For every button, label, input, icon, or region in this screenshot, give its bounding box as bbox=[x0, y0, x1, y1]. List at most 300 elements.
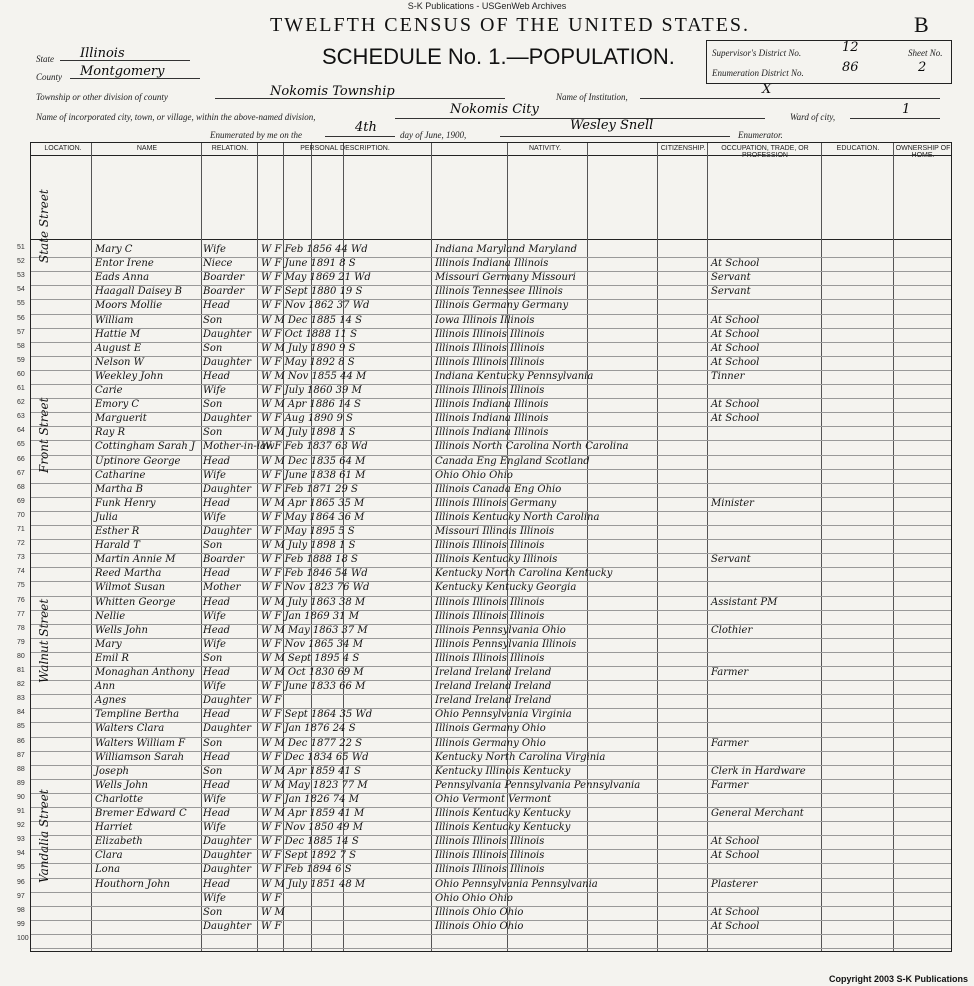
person-name: Hattie M bbox=[95, 328, 141, 340]
person-nativity: Illinois Kentucky Kentucky bbox=[435, 822, 571, 834]
person-relation: Son bbox=[203, 399, 223, 411]
census-table bbox=[17, 142, 952, 952]
person-name: Esther R bbox=[95, 526, 140, 537]
line-number: 93 bbox=[17, 836, 25, 844]
person-name: Reed Martha bbox=[95, 568, 162, 580]
person-name: August E bbox=[95, 342, 142, 354]
person-relation: Head bbox=[203, 568, 231, 580]
person-occupation: At School bbox=[711, 920, 760, 932]
schedule-title: SCHEDULE No. 1.—POPULATION. bbox=[322, 44, 675, 69]
person-name: Wells John bbox=[95, 779, 148, 791]
person-description: W M Sept 1895 4 S bbox=[261, 652, 360, 664]
person-nativity: Missouri Germany Missouri bbox=[435, 272, 576, 284]
line-number: 95 bbox=[17, 864, 25, 872]
person-description: W M Apr 1859 41 M bbox=[261, 808, 365, 819]
table-row bbox=[17, 455, 951, 469]
person-name: Harald T bbox=[95, 540, 140, 552]
table-row bbox=[17, 412, 951, 426]
person-relation: Wife bbox=[203, 511, 226, 523]
person-relation: Head bbox=[203, 624, 231, 636]
line-number: 86 bbox=[17, 737, 25, 745]
person-nativity: Illinois Illinois Illinois bbox=[435, 864, 545, 876]
person-name: Wells John bbox=[95, 624, 148, 636]
table-row bbox=[17, 539, 951, 553]
street-label: Front Street bbox=[37, 397, 51, 473]
col-group-name: NAME bbox=[136, 145, 158, 152]
table-row bbox=[17, 934, 951, 948]
person-relation: Son bbox=[203, 906, 223, 918]
person-nativity: Indiana Maryland Maryland bbox=[435, 244, 577, 255]
person-name: Entor Irene bbox=[95, 258, 154, 270]
person-occupation: Servant bbox=[711, 554, 751, 566]
table-row bbox=[17, 370, 951, 384]
col-group-personal: PERSONAL DESCRIPTION. bbox=[300, 145, 390, 152]
person-description: W M Dec 1877 22 S bbox=[261, 737, 362, 749]
person-description: W F Sept 1892 7 S bbox=[261, 850, 356, 862]
person-description: W F bbox=[261, 892, 282, 904]
person-name: Bremer Edward C bbox=[95, 808, 187, 819]
street-label: Vandalia Street bbox=[37, 789, 51, 883]
person-description: W F Jan 1876 24 S bbox=[261, 723, 356, 735]
person-occupation: At School bbox=[711, 836, 760, 848]
table-row bbox=[17, 285, 951, 299]
person-description: W F Feb 1856 44 Wd bbox=[261, 244, 368, 255]
line-number: 84 bbox=[17, 709, 25, 717]
table-row bbox=[17, 299, 951, 313]
county-value: Montgomery bbox=[80, 64, 165, 79]
person-name: Funk Henry bbox=[95, 497, 156, 509]
person-description: W F Sept 1880 19 S bbox=[261, 286, 363, 298]
person-relation: Daughter bbox=[203, 695, 251, 707]
person-name: Walters Clara bbox=[95, 723, 165, 735]
person-nativity: Illinois Illinois Illinois bbox=[435, 385, 545, 396]
sheet-label: Sheet No. bbox=[908, 48, 943, 58]
person-nativity: Illinois Germany Germany bbox=[435, 300, 569, 312]
person-name: Mary C bbox=[95, 244, 133, 255]
table-row bbox=[17, 243, 951, 257]
person-description: W F Nov 1865 34 M bbox=[261, 638, 363, 650]
line-number: 96 bbox=[17, 878, 25, 886]
person-nativity: Canada Eng England Scotland bbox=[435, 455, 590, 467]
person-description: W M bbox=[261, 906, 285, 918]
person-description: W F Nov 1823 76 Wd bbox=[261, 582, 370, 594]
line-number: 62 bbox=[17, 399, 25, 407]
col-group-location: LOCATION. bbox=[44, 145, 82, 152]
table-row bbox=[17, 398, 951, 412]
line-number: 82 bbox=[17, 681, 25, 689]
person-name: Carie bbox=[95, 385, 123, 396]
person-relation: Daughter bbox=[203, 413, 251, 425]
person-relation: Daughter bbox=[203, 864, 251, 876]
person-nativity: Illinois Illinois Illinois bbox=[435, 850, 545, 862]
person-description: W M July 1898 1 S bbox=[261, 427, 356, 439]
line-number: 87 bbox=[17, 751, 25, 759]
person-name: Harriet bbox=[95, 822, 133, 834]
line-number: 94 bbox=[17, 850, 25, 858]
line-number: 72 bbox=[17, 540, 25, 548]
col-group-ownership: OWNERSHIP OF HOME. bbox=[895, 145, 951, 159]
person-description: W M July 1851 48 M bbox=[261, 878, 366, 890]
person-nativity: Ireland Ireland Ireland bbox=[435, 667, 552, 678]
person-relation: Daughter bbox=[203, 723, 251, 735]
line-number: 69 bbox=[17, 497, 25, 505]
person-name: Wilmot Susan bbox=[95, 582, 166, 594]
person-occupation: At School bbox=[711, 328, 760, 340]
table-row bbox=[17, 525, 951, 539]
person-nativity: Ireland Ireland Ireland bbox=[435, 695, 552, 707]
line-number: 61 bbox=[17, 385, 25, 392]
institution-value: X bbox=[762, 82, 772, 97]
person-occupation: Minister bbox=[711, 497, 754, 509]
person-nativity: Illinois Ohio Ohio bbox=[435, 920, 524, 932]
table-row bbox=[17, 765, 951, 779]
line-number: 91 bbox=[17, 808, 25, 815]
person-relation: Boarder bbox=[203, 554, 245, 566]
person-nativity: Illinois Illinois Illinois bbox=[435, 652, 545, 664]
col-group-relation: RELATION. bbox=[211, 145, 249, 152]
incorporated-value: Nokomis City bbox=[450, 102, 539, 117]
person-occupation: At School bbox=[711, 342, 760, 354]
person-description: W F Feb 1837 63 Wd bbox=[261, 441, 368, 453]
table-row bbox=[17, 779, 951, 793]
line-number: 80 bbox=[17, 652, 25, 660]
person-occupation: Clothier bbox=[711, 624, 753, 636]
table-row bbox=[17, 638, 951, 652]
person-description: W M Oct 1830 69 M bbox=[261, 667, 364, 678]
person-nativity: Indiana Kentucky Pennsylvania bbox=[435, 370, 594, 382]
person-occupation: At School bbox=[711, 906, 760, 918]
person-relation: Head bbox=[203, 455, 231, 467]
street-label: Walnut Street bbox=[37, 598, 51, 683]
enumeration-value: 86 bbox=[842, 60, 859, 75]
person-occupation: Farmer bbox=[711, 737, 749, 749]
person-relation: Wife bbox=[203, 793, 226, 805]
person-relation: Head bbox=[203, 370, 231, 382]
line-number: 55 bbox=[17, 300, 25, 308]
person-nativity: Illinois Indiana Illinois bbox=[435, 399, 549, 411]
person-description: W F Nov 1862 37 Wd bbox=[261, 300, 370, 312]
person-relation: Head bbox=[203, 878, 231, 890]
person-nativity: Ireland Ireland Ireland bbox=[435, 681, 552, 693]
table-row bbox=[17, 469, 951, 483]
table-row bbox=[17, 356, 951, 370]
table-row bbox=[17, 835, 951, 849]
line-number: 79 bbox=[17, 638, 25, 646]
person-nativity: Ohio Vermont Vermont bbox=[435, 793, 552, 805]
person-nativity: Illinois Illinois Illinois bbox=[435, 356, 545, 368]
table-row bbox=[17, 708, 951, 722]
person-relation: Boarder bbox=[203, 272, 245, 284]
person-occupation: Farmer bbox=[711, 667, 749, 678]
ward-value: 1 bbox=[902, 102, 911, 117]
person-nativity: Illinois Illinois Illinois bbox=[435, 342, 545, 354]
person-relation: Daughter bbox=[203, 356, 251, 368]
line-number: 83 bbox=[17, 695, 25, 703]
table-row bbox=[17, 807, 951, 821]
enumerated-day: 4th bbox=[355, 120, 377, 135]
person-name: Marguerit bbox=[95, 413, 147, 425]
line-number: 57 bbox=[17, 328, 25, 336]
person-relation: Wife bbox=[203, 638, 226, 650]
line-number: 52 bbox=[17, 258, 25, 266]
person-description: W M Dec 1835 64 M bbox=[261, 455, 366, 467]
person-relation: Head bbox=[203, 808, 231, 819]
table-row bbox=[17, 314, 951, 328]
col-group-nativity: NATIVITY. bbox=[528, 145, 562, 152]
person-nativity: Ohio Pennsylvania Virginia bbox=[435, 709, 572, 721]
person-nativity: Illinois Kentucky North Carolina bbox=[435, 511, 600, 523]
person-name: Joseph bbox=[95, 765, 129, 777]
person-nativity: Illinois Canada Eng Ohio bbox=[435, 483, 562, 495]
line-number: 66 bbox=[17, 455, 25, 463]
line-number: 67 bbox=[17, 469, 25, 477]
person-name: Ann bbox=[95, 681, 116, 693]
person-occupation: Plasterer bbox=[711, 878, 758, 890]
person-description: W F June 1833 66 M bbox=[261, 681, 366, 693]
person-name: Nelson W bbox=[95, 356, 144, 368]
person-description: W M Dec 1885 14 S bbox=[261, 314, 362, 326]
person-name: Lona bbox=[95, 864, 121, 876]
person-relation: Son bbox=[203, 737, 223, 749]
person-relation: Daughter bbox=[203, 328, 251, 340]
person-relation: Head bbox=[203, 751, 231, 763]
table-row bbox=[17, 342, 951, 356]
person-nativity: Illinois Illinois Illinois bbox=[435, 328, 545, 340]
person-relation: Wife bbox=[203, 822, 226, 834]
person-relation: Head bbox=[203, 596, 231, 608]
person-nativity: Ohio Ohio Ohio bbox=[435, 469, 513, 481]
supervisor-label: Supervisor's District No. bbox=[712, 48, 802, 58]
person-description: W F bbox=[261, 920, 282, 932]
person-name: Uptinore George bbox=[95, 455, 181, 467]
person-description: W F Feb 1871 29 S bbox=[261, 483, 358, 495]
person-nativity: Illinois Indiana Illinois bbox=[435, 427, 549, 439]
line-number: 68 bbox=[17, 483, 25, 491]
person-description: W F Jan 1869 31 M bbox=[261, 610, 359, 622]
person-occupation: Assistant PM bbox=[711, 596, 778, 608]
person-name: Martin Annie M bbox=[95, 554, 176, 566]
person-name: Whitten George bbox=[95, 596, 176, 608]
person-relation: Mother-in-law bbox=[203, 441, 275, 453]
line-number: 59 bbox=[17, 356, 25, 364]
line-number: 51 bbox=[17, 244, 25, 251]
person-relation: Son bbox=[203, 765, 223, 777]
table-row bbox=[17, 878, 951, 892]
person-name: Mary bbox=[95, 638, 122, 650]
person-relation: Daughter bbox=[203, 920, 251, 932]
person-nativity: Missouri Illinois Illinois bbox=[435, 526, 555, 537]
person-occupation: Clerk in Hardware bbox=[711, 765, 806, 777]
person-relation: Daughter bbox=[203, 483, 251, 495]
person-relation: Head bbox=[203, 709, 231, 721]
person-nativity: Illinois Illinois Illinois bbox=[435, 596, 545, 608]
line-number: 71 bbox=[17, 526, 25, 533]
township-label: Township or other division of county bbox=[36, 92, 168, 102]
table-row bbox=[17, 737, 951, 751]
line-number: 58 bbox=[17, 342, 25, 350]
person-occupation: At School bbox=[711, 399, 760, 411]
line-number: 78 bbox=[17, 624, 25, 632]
person-occupation: At School bbox=[711, 413, 760, 425]
line-number: 97 bbox=[17, 892, 25, 900]
person-description: W M Apr 1865 35 M bbox=[261, 497, 365, 509]
col-group-occupation: OCCUPATION, TRADE, OR PROFESSION bbox=[721, 145, 809, 159]
line-number: 85 bbox=[17, 723, 25, 731]
person-name: Moors Mollie bbox=[95, 300, 163, 312]
person-relation: Head bbox=[203, 667, 231, 678]
person-name: Haagall Daisey B bbox=[95, 286, 182, 298]
table-row bbox=[17, 497, 951, 511]
person-occupation: General Merchant bbox=[711, 808, 804, 819]
table-row bbox=[17, 920, 951, 934]
line-number: 63 bbox=[17, 413, 25, 421]
line-number: 53 bbox=[17, 272, 25, 280]
person-name: Houthorn John bbox=[95, 878, 170, 890]
person-description: W F May 1869 21 Wd bbox=[261, 272, 371, 284]
table-row bbox=[17, 511, 951, 525]
person-nativity: Illinois Illinois Germany bbox=[435, 497, 557, 509]
person-relation: Son bbox=[203, 342, 223, 354]
col-group-citizenship: CITIZENSHIP. bbox=[660, 145, 706, 152]
line-number: 65 bbox=[17, 441, 25, 449]
census-title: TWELFTH CENSUS OF THE UNITED STATES. bbox=[270, 14, 751, 36]
person-relation: Boarder bbox=[203, 286, 245, 298]
table-row bbox=[17, 553, 951, 567]
person-name: Eads Anna bbox=[95, 272, 150, 284]
col-group-education: EDUCATION. bbox=[836, 145, 880, 152]
table-row bbox=[17, 863, 951, 877]
street-label: State Street bbox=[37, 189, 51, 263]
person-relation: Son bbox=[203, 652, 223, 664]
line-number: 90 bbox=[17, 793, 25, 801]
person-nativity: Illinois Illinois Illinois bbox=[435, 610, 545, 622]
person-nativity: Illinois Pennsylvania Illinois bbox=[435, 638, 577, 650]
person-relation: Wife bbox=[203, 385, 226, 396]
person-nativity: Illinois Ohio Ohio bbox=[435, 906, 524, 918]
table-row bbox=[17, 793, 951, 807]
line-number: 92 bbox=[17, 822, 25, 830]
copyright-notice: Copyright 2003 S-K Publications bbox=[828, 974, 968, 984]
person-description: W F May 1864 36 M bbox=[261, 511, 365, 523]
day-of-label: day of June, 1900, bbox=[400, 130, 467, 140]
person-occupation: Servant bbox=[711, 272, 751, 284]
person-relation: Daughter bbox=[203, 850, 251, 862]
person-relation: Wife bbox=[203, 892, 226, 904]
line-number: 60 bbox=[17, 370, 25, 378]
person-description: W F June 1891 8 S bbox=[261, 258, 356, 270]
table-row bbox=[17, 624, 951, 638]
township-value: Nokomis Township bbox=[270, 84, 395, 99]
table-row bbox=[17, 849, 951, 863]
person-description: W F Sept 1864 35 Wd bbox=[261, 709, 373, 721]
person-relation: Niece bbox=[203, 258, 233, 270]
person-name: Nellie bbox=[95, 610, 126, 622]
person-nativity: Illinois Illinois Illinois bbox=[435, 540, 545, 552]
line-number: 77 bbox=[17, 610, 25, 618]
person-occupation: Servant bbox=[711, 286, 751, 298]
sheet-value: 2 bbox=[918, 60, 927, 75]
table-row bbox=[17, 426, 951, 440]
person-nativity: Pennsylvania Pennsylvania Pennsylvania bbox=[435, 779, 641, 791]
person-nativity: Illinois Germany Ohio bbox=[435, 723, 546, 735]
table-row bbox=[17, 440, 951, 454]
person-description: W M July 1898 1 S bbox=[261, 540, 356, 552]
person-description: W F Oct 1888 11 S bbox=[261, 328, 357, 340]
person-description: W F bbox=[261, 695, 282, 707]
table-row bbox=[17, 906, 951, 920]
person-nativity: Illinois Tennessee Illinois bbox=[435, 286, 563, 298]
person-relation: Mother bbox=[203, 582, 241, 594]
table-row bbox=[17, 581, 951, 595]
person-name: Walters William F bbox=[95, 737, 186, 749]
sheet-letter: B bbox=[914, 12, 929, 37]
person-description: W F Dec 1885 14 S bbox=[261, 836, 359, 848]
person-relation: Son bbox=[203, 427, 223, 439]
table-row bbox=[17, 328, 951, 342]
table-row bbox=[17, 483, 951, 497]
person-name: William bbox=[95, 314, 134, 326]
source-banner: S-K Publications - USGenWeb Archives bbox=[407, 1, 567, 11]
person-relation: Head bbox=[203, 300, 231, 312]
line-number: 54 bbox=[17, 286, 25, 294]
person-relation: Daughter bbox=[203, 526, 251, 537]
person-description: W F Feb 1888 18 S bbox=[261, 554, 358, 566]
table-row bbox=[17, 271, 951, 285]
person-nativity: Kentucky Illinois Kentucky bbox=[435, 765, 571, 777]
person-nativity: Kentucky North Carolina Virginia bbox=[435, 751, 606, 763]
person-nativity: Ohio Ohio Ohio bbox=[435, 892, 513, 904]
person-name: Cottingham Sarah J bbox=[95, 441, 195, 453]
person-relation: Wife bbox=[203, 244, 226, 255]
person-nativity: Illinois Indiana Illinois bbox=[435, 258, 549, 270]
person-nativity: Iowa Illinois Illinois bbox=[435, 314, 535, 326]
person-description: W F Feb 1894 6 S bbox=[261, 864, 352, 876]
person-description: W M July 1863 38 M bbox=[261, 596, 366, 608]
person-relation: Wife bbox=[203, 681, 226, 693]
person-nativity: Illinois Illinois Illinois bbox=[435, 836, 545, 848]
person-relation: Daughter bbox=[203, 836, 251, 848]
person-nativity: Illinois North Carolina North Carolina bbox=[435, 441, 629, 453]
person-name: Julia bbox=[95, 511, 118, 523]
line-number: 81 bbox=[17, 667, 25, 674]
table-row bbox=[17, 666, 951, 680]
person-description: W F Aug 1890 9 S bbox=[261, 413, 353, 425]
person-name: Williamson Sarah bbox=[95, 751, 185, 763]
person-name: Clara bbox=[95, 850, 123, 862]
line-number: 89 bbox=[17, 779, 25, 787]
person-name: Charlotte bbox=[95, 793, 144, 805]
line-number: 74 bbox=[17, 568, 25, 576]
person-description: W F June 1838 61 M bbox=[261, 469, 366, 481]
line-number: 75 bbox=[17, 582, 25, 590]
person-name: Agnes bbox=[95, 695, 127, 707]
table-row bbox=[17, 567, 951, 581]
table-row bbox=[17, 257, 951, 271]
person-relation: Head bbox=[203, 779, 231, 791]
table-row bbox=[17, 694, 951, 708]
line-number: 98 bbox=[17, 906, 25, 914]
person-relation: Son bbox=[203, 540, 223, 552]
person-nativity: Ohio Pennsylvania Pennsylvania bbox=[435, 878, 598, 890]
county-label: County bbox=[36, 72, 62, 82]
institution-label: Name of Institution, bbox=[556, 92, 628, 102]
person-relation: Wife bbox=[203, 610, 226, 622]
table-row bbox=[17, 652, 951, 666]
table-row bbox=[17, 384, 951, 398]
person-relation: Head bbox=[203, 497, 231, 509]
person-description: W M Apr 1886 14 S bbox=[261, 399, 361, 411]
line-number: 70 bbox=[17, 511, 25, 519]
